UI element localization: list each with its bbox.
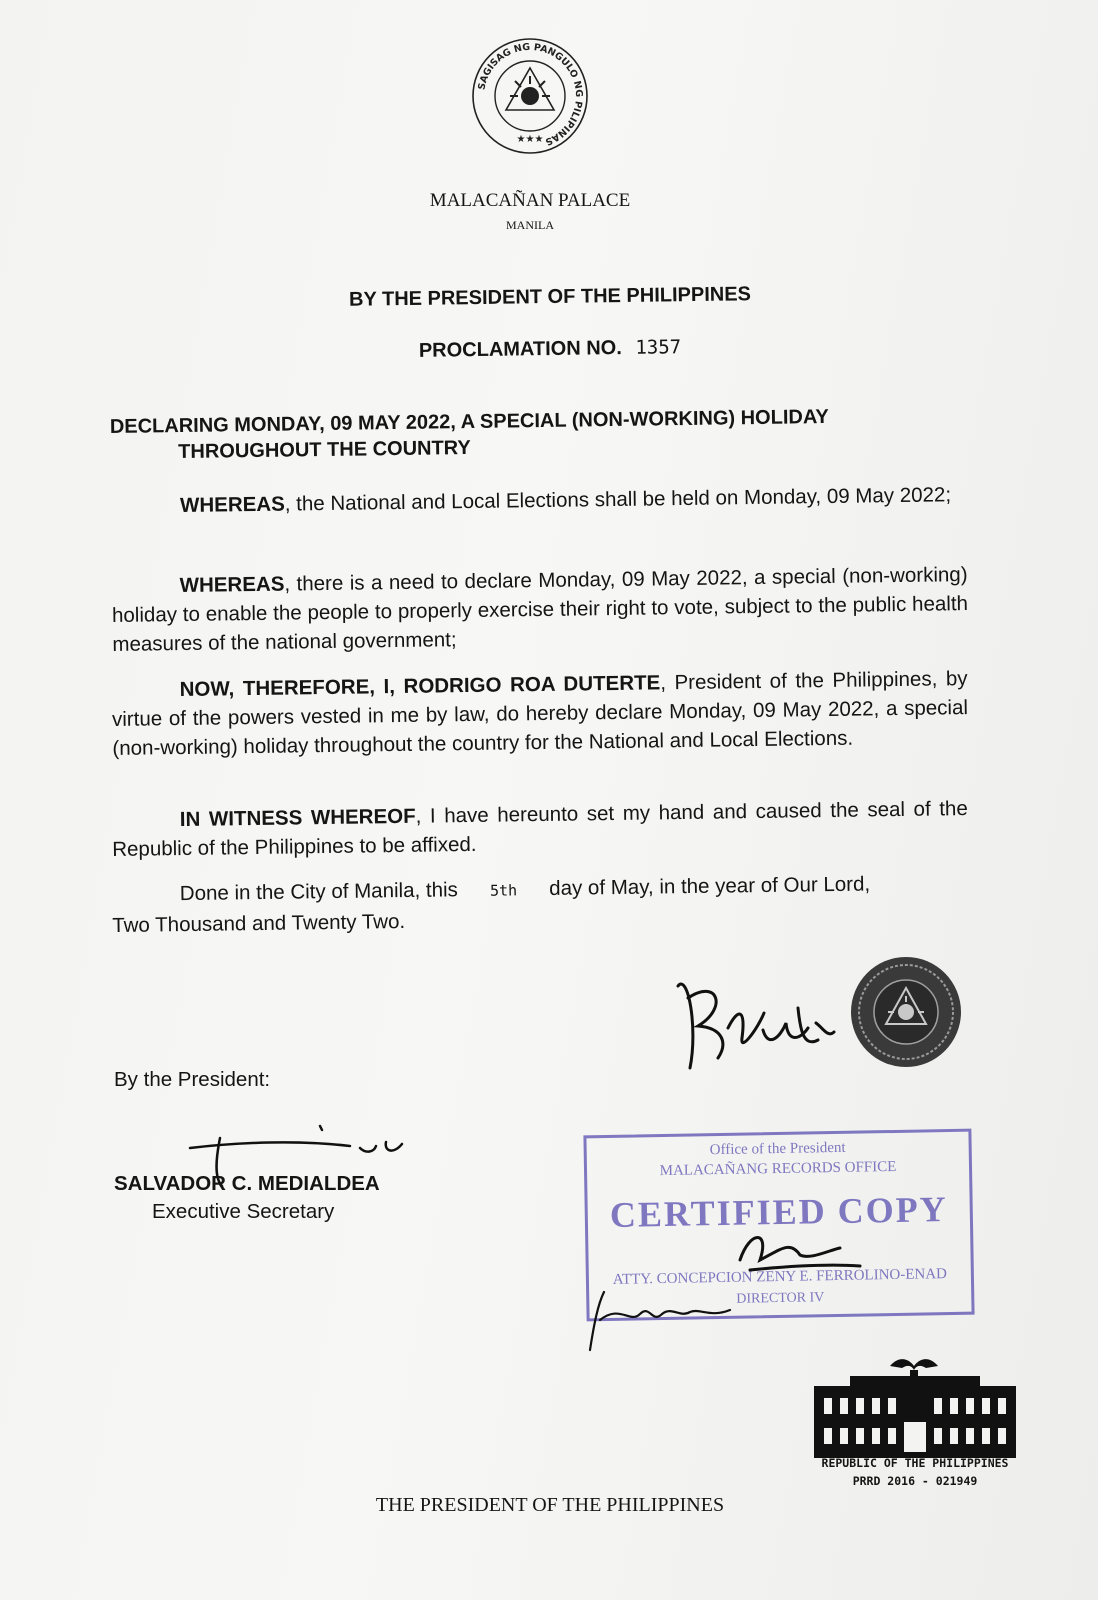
footer-title: THE PRESIDENT OF THE PHILIPPINES xyxy=(375,1494,725,1516)
by-the-president: By the President: xyxy=(114,1068,271,1091)
paragraph-lead: IN WITNESS WHEREOF xyxy=(179,804,416,832)
done-prefix: Done in the City of Manila, this xyxy=(179,878,458,906)
stamp-director: DIRECTOR IV xyxy=(736,1290,825,1307)
done-paragraph xyxy=(112,868,983,940)
seal-text: SAGISAG NG PANGULO NG PILIPINAS xyxy=(476,41,585,148)
witness-paragraph xyxy=(112,794,969,864)
paragraph-text: , President of the Philippines, by virtue of the powers vested in me by law, do hereby declare Monday, 09 May 2022, a special (non-working) holiday throughout the country for the National and Local Elections. xyxy=(111,667,969,760)
done-line-2: Two Thousand and Twenty Two. xyxy=(112,909,406,938)
done-suffix: day of May, in the year of Our Lord, xyxy=(549,872,871,900)
issuer-heading: BY THE PRESIDENT OF THE PHILIPPINES xyxy=(348,283,752,311)
paragraph-text: , there is a need to declare Monday, 09 May 2022, a special (non-working) holiday to enable the people to properly exercise their right to vote, subject to the public health measures of the national government; xyxy=(111,563,969,656)
stamp-certified-copy: CERTIFIED COPY xyxy=(609,1189,948,1235)
stamp-attorney: ATTY. CONCEPCION ZENY E. FERROLINO-ENAD xyxy=(612,1266,948,1288)
stamp-office: Office of the President xyxy=(709,1139,846,1159)
subject-heading xyxy=(110,402,971,466)
whereas-paragraph-1 xyxy=(112,480,968,521)
subject-line-2: THROUGHOUT THE COUNTRY xyxy=(178,436,471,464)
therefore-paragraph xyxy=(111,664,968,763)
malacanang-palace-icon xyxy=(810,1352,1020,1462)
initials-signature xyxy=(580,1284,760,1354)
palace-city: MANILA xyxy=(506,218,554,232)
whereas-paragraph-2 xyxy=(111,560,968,659)
president-signature xyxy=(668,968,838,1078)
paragraph-lead: NOW, THEREFORE, I, RODRIGO ROA DUTERTE xyxy=(179,671,661,702)
embossed-seal-icon xyxy=(850,956,962,1068)
secretary-title: Executive Secretary xyxy=(152,1200,335,1223)
stamp-signature xyxy=(730,1220,870,1280)
paragraph-text: , the National and Local Elections shall be held on Monday, 09 May 2022; xyxy=(284,483,952,516)
stamp-records-office: MALACAÑANG RECORDS OFFICE xyxy=(659,1158,897,1180)
proclamation-heading xyxy=(330,335,770,364)
paragraph-lead: WHEREAS xyxy=(179,492,285,518)
svg-text:★★★: ★★★ xyxy=(516,134,544,145)
subject-line-1: DECLARING MONDAY, 09 MAY 2022, A SPECIAL (NON-WORKING) HOLIDAY xyxy=(109,405,829,439)
done-day: 5th xyxy=(489,881,518,900)
logo-prrd-number: PRRD 2016 - 021949 xyxy=(852,1474,978,1488)
paragraph-text: , I have hereunto set my hand and caused the seal of the Republic of the Philippines to be affixed. xyxy=(112,797,968,861)
presidential-seal-icon xyxy=(470,36,590,156)
paragraph-lead: WHEREAS xyxy=(179,572,285,598)
proclamation-label: PROCLAMATION NO. xyxy=(418,336,622,362)
proclamation-number: 1357 xyxy=(635,336,682,359)
palace-name: MALACAÑAN PALACE xyxy=(429,190,631,211)
secretary-name: SALVADOR C. MEDIALDEA xyxy=(114,1172,380,1195)
logo-republic: REPUBLIC OF THE PHILIPPINES xyxy=(821,1456,1009,1470)
